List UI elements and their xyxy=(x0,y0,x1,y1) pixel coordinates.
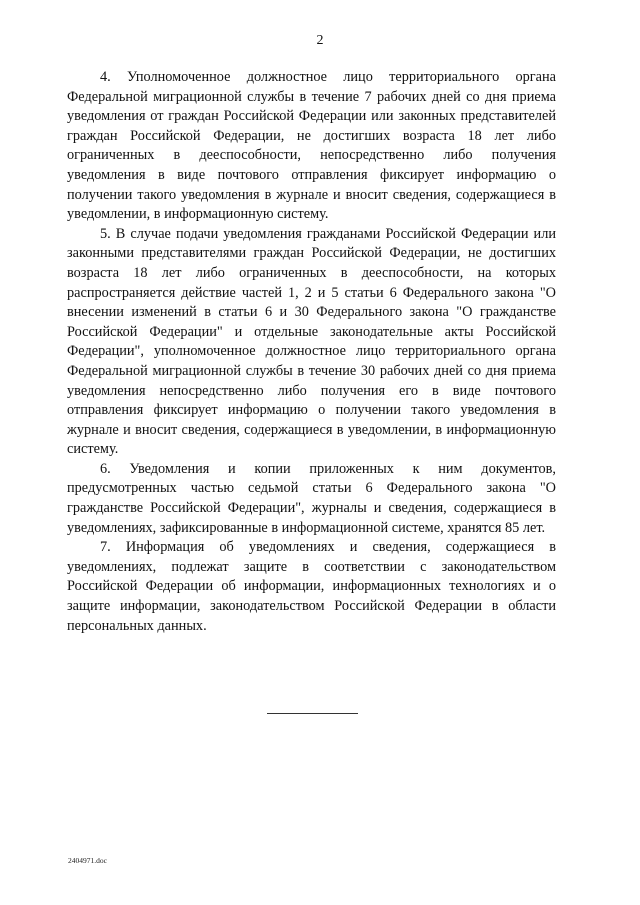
end-separator-line xyxy=(267,713,358,714)
paragraph-6: 6. Уведомления и копии приложенных к ним документов, предусмотренных частью седьмой статьи 6 Федерального закона "О гражданстве Российской Федерации", журналы и сведения, содержащиеся в уведомлениях, зафиксированные в информационной системе, хранятся 85 лет. xyxy=(67,460,556,536)
page-number: 2 xyxy=(316,33,324,48)
paragraph-4: 4. Уполномоченное должностное лицо территориального органа Федеральной миграционной службы в течение 7 рабочих дней со дня приема уведомления от граждан Российской Федерации или законных представителей граждан Российской Федерации, не достигших возраста 18 лет либо ограниченных в дееспособности, непосредственно либо получения уведомления в виде почтового отправления фиксирует информацию о получении такого уведомления в журнале и вносит сведения, содержащиеся в уведомлении, в информационную систему. xyxy=(67,69,556,223)
paragraph-5: 5. В случае подачи уведомления гражданами Российской Федерации или законными представителями граждан Российской Федерации, не достигших возраста 18 лет либо ограниченных в дееспособности, на которых распространяется действие частей 1, 2 и 5 статьи 6 Федерального закона "О внесении изменений в статьи 6 и 30 Федерального закона "О гражданстве Российской Федерации" и отдельные законодательные акты Российской Федерации", уполномоченное должностное лицо территориального органа Федеральной миграционной службы в течение 30 рабочих дней со дня приема уведомления непосредственно либо получения его в виде почтового отправления фиксирует информацию о получении такого уведомления в журнале и вносит сведения, содержащиеся в уведомлении, в информационную систему. xyxy=(67,225,556,458)
paragraph-7: 7. Информация об уведомлениях и сведения, содержащиеся в уведомлениях, подлежат защите в соответствии с законодательством Российской Федерации об информации, информационных технологиях и о защите информации, законодательством Российской Федерации в области персональных данных. xyxy=(67,539,556,634)
footer-document-id: 2404971.doc xyxy=(68,856,107,865)
document-body xyxy=(67,68,556,636)
